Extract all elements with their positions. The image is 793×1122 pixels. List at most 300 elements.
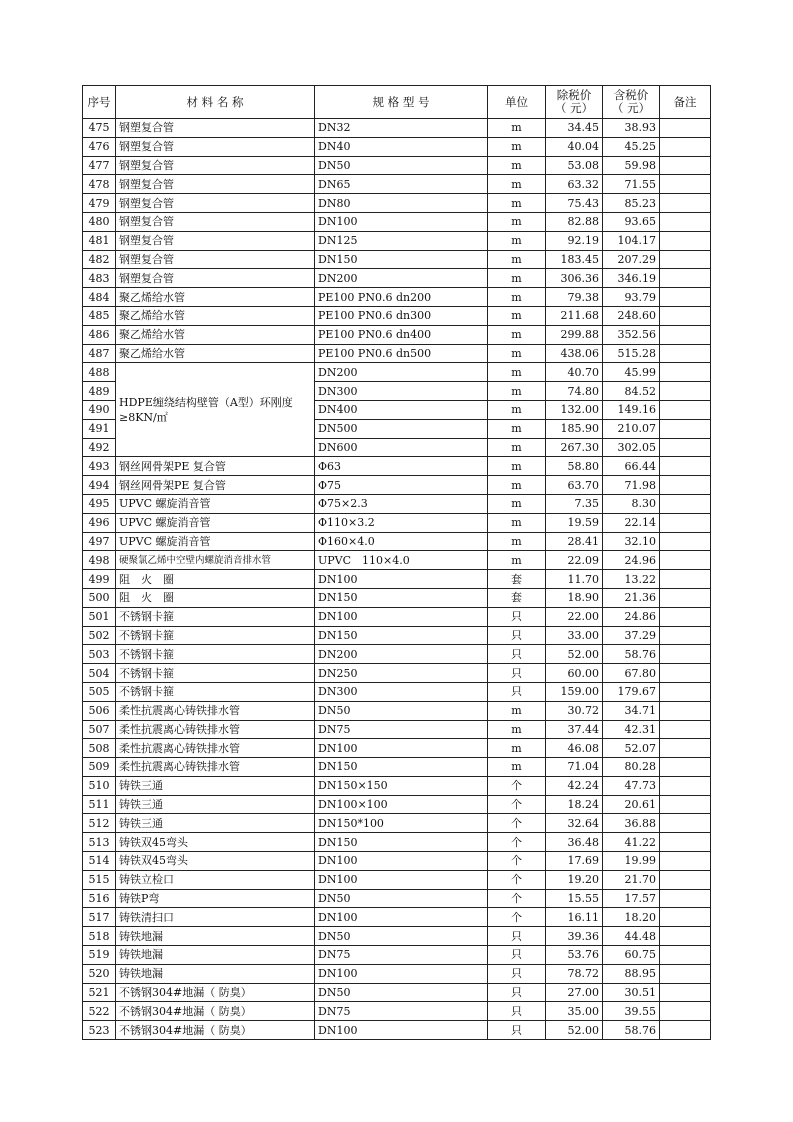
row-price-in-tax: 13.22 bbox=[603, 570, 660, 589]
row-material-name: 钢塑复合管 bbox=[116, 175, 315, 194]
row-material-name: UPVC 螺旋消音管 bbox=[116, 532, 315, 551]
row-unit: 个 bbox=[488, 852, 546, 871]
row-seq: 514 bbox=[83, 852, 116, 871]
row-seq: 513 bbox=[83, 833, 116, 852]
row-price-in-tax: 207.29 bbox=[603, 250, 660, 269]
row-note bbox=[660, 194, 711, 213]
row-spec: DN50 bbox=[315, 927, 488, 946]
row-price-ex-tax: 40.04 bbox=[546, 137, 603, 156]
table-row bbox=[83, 607, 711, 626]
row-price-in-tax: 88.95 bbox=[603, 964, 660, 983]
row-unit: m bbox=[488, 551, 546, 570]
row-note bbox=[660, 457, 711, 476]
row-price-ex-tax: 132.00 bbox=[546, 400, 603, 419]
row-note bbox=[660, 382, 711, 401]
row-material-name: 柔性抗震离心铸铁排水管 bbox=[116, 720, 315, 739]
row-material-name: 柔性抗震离心铸铁排水管 bbox=[116, 701, 315, 720]
row-unit: m bbox=[488, 419, 546, 438]
row-price-in-tax: 42.31 bbox=[603, 720, 660, 739]
table-row bbox=[83, 908, 711, 927]
row-price-ex-tax: 28.41 bbox=[546, 532, 603, 551]
table-row bbox=[83, 852, 711, 871]
row-price-in-tax: 45.25 bbox=[603, 137, 660, 156]
row-note bbox=[660, 946, 711, 965]
row-price-in-tax: 179.67 bbox=[603, 682, 660, 701]
table-row bbox=[83, 983, 711, 1002]
row-price-ex-tax: 183.45 bbox=[546, 250, 603, 269]
row-price-in-tax: 58.76 bbox=[603, 1021, 660, 1040]
table-row bbox=[83, 889, 711, 908]
row-spec: Φ75 bbox=[315, 476, 488, 495]
row-price-ex-tax: 53.08 bbox=[546, 156, 603, 175]
header-unit: 单位 bbox=[488, 86, 546, 119]
row-spec: PE100 PN0.6 dn200 bbox=[315, 288, 488, 307]
table-row bbox=[83, 194, 711, 213]
row-note bbox=[660, 682, 711, 701]
row-unit: m bbox=[488, 701, 546, 720]
row-price-ex-tax: 60.00 bbox=[546, 664, 603, 683]
row-price-ex-tax: 34.45 bbox=[546, 119, 603, 138]
row-spec: DN50 bbox=[315, 701, 488, 720]
row-seq: 502 bbox=[83, 626, 116, 645]
row-note bbox=[660, 250, 711, 269]
row-note bbox=[660, 983, 711, 1002]
table-row bbox=[83, 1002, 711, 1021]
row-seq: 501 bbox=[83, 607, 116, 626]
row-material-name: 铸铁立检口 bbox=[116, 870, 315, 889]
row-spec: DN100 bbox=[315, 607, 488, 626]
row-note bbox=[660, 438, 711, 457]
row-spec: DN200 bbox=[315, 645, 488, 664]
row-unit: 只 bbox=[488, 626, 546, 645]
row-spec: DN100 bbox=[315, 908, 488, 927]
row-price-in-tax: 67.80 bbox=[603, 664, 660, 683]
table-row bbox=[83, 739, 711, 758]
row-seq: 489 bbox=[83, 382, 116, 401]
row-material-name: HDPE缠绕结构壁管（A型）环刚度≥8KN/㎡ bbox=[116, 363, 315, 457]
row-material-name: 钢塑复合管 bbox=[116, 119, 315, 138]
row-price-in-tax: 71.55 bbox=[603, 175, 660, 194]
row-note bbox=[660, 137, 711, 156]
row-seq: 507 bbox=[83, 720, 116, 739]
row-seq: 512 bbox=[83, 814, 116, 833]
header-price-in-tax-line2: （ 元） bbox=[611, 101, 651, 115]
table-row bbox=[83, 645, 711, 664]
row-unit: m bbox=[488, 513, 546, 532]
row-unit: 只 bbox=[488, 983, 546, 1002]
row-material-name: 聚乙烯给水管 bbox=[116, 325, 315, 344]
row-note bbox=[660, 908, 711, 927]
row-price-in-tax: 39.55 bbox=[603, 1002, 660, 1021]
row-seq: 498 bbox=[83, 551, 116, 570]
row-note bbox=[660, 476, 711, 495]
table-row bbox=[83, 588, 711, 607]
row-material-name: 铸铁双45弯头 bbox=[116, 833, 315, 852]
header-note: 备注 bbox=[660, 86, 711, 119]
row-price-in-tax: 8.30 bbox=[603, 494, 660, 513]
row-spec: DN100 bbox=[315, 739, 488, 758]
row-unit: m bbox=[488, 363, 546, 382]
row-price-in-tax: 24.86 bbox=[603, 607, 660, 626]
row-unit: m bbox=[488, 758, 546, 777]
row-price-in-tax: 60.75 bbox=[603, 946, 660, 965]
row-seq: 478 bbox=[83, 175, 116, 194]
row-note bbox=[660, 1021, 711, 1040]
row-spec: Φ63 bbox=[315, 457, 488, 476]
row-material-name: 钢塑复合管 bbox=[116, 137, 315, 156]
row-note bbox=[660, 175, 711, 194]
row-note bbox=[660, 870, 711, 889]
row-price-ex-tax: 159.00 bbox=[546, 682, 603, 701]
table-row bbox=[83, 720, 711, 739]
row-spec: DN100 bbox=[315, 964, 488, 983]
row-price-ex-tax: 22.00 bbox=[546, 607, 603, 626]
row-material-name: 柔性抗震离心铸铁排水管 bbox=[116, 739, 315, 758]
row-price-in-tax: 21.36 bbox=[603, 588, 660, 607]
table-row bbox=[83, 212, 711, 231]
row-material-name: 铸铁地漏 bbox=[116, 964, 315, 983]
table-row bbox=[83, 513, 711, 532]
row-seq: 510 bbox=[83, 776, 116, 795]
table-row bbox=[83, 476, 711, 495]
table-row bbox=[83, 137, 711, 156]
row-note bbox=[660, 795, 711, 814]
table-row bbox=[83, 682, 711, 701]
table-row bbox=[83, 551, 711, 570]
row-seq: 515 bbox=[83, 870, 116, 889]
row-seq: 484 bbox=[83, 288, 116, 307]
table-row bbox=[83, 701, 711, 720]
row-price-in-tax: 58.76 bbox=[603, 645, 660, 664]
row-unit: m bbox=[488, 119, 546, 138]
row-price-in-tax: 41.22 bbox=[603, 833, 660, 852]
row-note bbox=[660, 776, 711, 795]
row-price-ex-tax: 16.11 bbox=[546, 908, 603, 927]
row-seq: 499 bbox=[83, 570, 116, 589]
row-unit: m bbox=[488, 344, 546, 363]
row-price-in-tax: 36.88 bbox=[603, 814, 660, 833]
row-price-in-tax: 93.79 bbox=[603, 288, 660, 307]
row-note bbox=[660, 325, 711, 344]
row-unit: m bbox=[488, 231, 546, 250]
row-price-in-tax: 22.14 bbox=[603, 513, 660, 532]
row-unit: 个 bbox=[488, 908, 546, 927]
row-price-in-tax: 302.05 bbox=[603, 438, 660, 457]
row-price-ex-tax: 75.43 bbox=[546, 194, 603, 213]
row-material-name: 不锈钢卡箍 bbox=[116, 626, 315, 645]
row-unit: 只 bbox=[488, 927, 546, 946]
row-note bbox=[660, 344, 711, 363]
row-seq: 491 bbox=[83, 419, 116, 438]
row-note bbox=[660, 156, 711, 175]
row-seq: 523 bbox=[83, 1021, 116, 1040]
row-price-in-tax: 248.60 bbox=[603, 306, 660, 325]
table-row bbox=[83, 776, 711, 795]
row-seq: 490 bbox=[83, 400, 116, 419]
table-row bbox=[83, 325, 711, 344]
row-unit: m bbox=[488, 212, 546, 231]
table-row bbox=[83, 927, 711, 946]
row-price-in-tax: 346.19 bbox=[603, 269, 660, 288]
row-note bbox=[660, 231, 711, 250]
row-price-in-tax: 17.57 bbox=[603, 889, 660, 908]
row-price-in-tax: 24.96 bbox=[603, 551, 660, 570]
row-material-name: 不锈钢304#地漏（ 防臭） bbox=[116, 983, 315, 1002]
row-seq: 520 bbox=[83, 964, 116, 983]
row-unit: m bbox=[488, 476, 546, 495]
row-material-name: 铸铁地漏 bbox=[116, 927, 315, 946]
row-note bbox=[660, 664, 711, 683]
row-spec: DN32 bbox=[315, 119, 488, 138]
table-row bbox=[83, 250, 711, 269]
row-seq: 494 bbox=[83, 476, 116, 495]
row-spec: DN150 bbox=[315, 250, 488, 269]
row-price-ex-tax: 82.88 bbox=[546, 212, 603, 231]
row-spec: DN80 bbox=[315, 194, 488, 213]
row-price-ex-tax: 63.70 bbox=[546, 476, 603, 495]
row-material-name: 铸铁清扫口 bbox=[116, 908, 315, 927]
row-unit: 只 bbox=[488, 946, 546, 965]
row-material-name: 钢塑复合管 bbox=[116, 194, 315, 213]
row-unit: m bbox=[488, 382, 546, 401]
row-material-name: 硬聚氯乙烯中空壁内螺旋消音排水管 bbox=[116, 551, 315, 570]
table-row bbox=[83, 119, 711, 138]
row-material-name: 铸铁三通 bbox=[116, 814, 315, 833]
row-note bbox=[660, 889, 711, 908]
row-note bbox=[660, 269, 711, 288]
row-material-name: 钢塑复合管 bbox=[116, 269, 315, 288]
row-spec: DN50 bbox=[315, 889, 488, 908]
row-note bbox=[660, 551, 711, 570]
row-spec: DN300 bbox=[315, 682, 488, 701]
row-material-name: 不锈钢卡箍 bbox=[116, 682, 315, 701]
row-price-ex-tax: 306.36 bbox=[546, 269, 603, 288]
row-note bbox=[660, 607, 711, 626]
row-note bbox=[660, 306, 711, 325]
row-seq: 519 bbox=[83, 946, 116, 965]
row-price-ex-tax: 37.44 bbox=[546, 720, 603, 739]
row-unit: m bbox=[488, 438, 546, 457]
row-note bbox=[660, 739, 711, 758]
row-note bbox=[660, 833, 711, 852]
row-price-ex-tax: 185.90 bbox=[546, 419, 603, 438]
row-unit: m bbox=[488, 720, 546, 739]
row-material-name: 聚乙烯给水管 bbox=[116, 288, 315, 307]
row-material-name: 钢塑复合管 bbox=[116, 231, 315, 250]
row-price-ex-tax: 78.72 bbox=[546, 964, 603, 983]
row-price-in-tax: 84.52 bbox=[603, 382, 660, 401]
row-seq: 506 bbox=[83, 701, 116, 720]
row-price-in-tax: 66.44 bbox=[603, 457, 660, 476]
table-row bbox=[83, 1021, 711, 1040]
header-name: 材 料 名 称 bbox=[116, 86, 315, 119]
row-price-ex-tax: 17.69 bbox=[546, 852, 603, 871]
row-unit: 个 bbox=[488, 814, 546, 833]
row-price-ex-tax: 42.24 bbox=[546, 776, 603, 795]
row-note bbox=[660, 626, 711, 645]
header-seq: 序号 bbox=[83, 86, 116, 119]
table-row bbox=[83, 758, 711, 777]
row-note bbox=[660, 494, 711, 513]
row-material-name: 钢塑复合管 bbox=[116, 212, 315, 231]
row-unit: m bbox=[488, 194, 546, 213]
row-seq: 477 bbox=[83, 156, 116, 175]
row-seq: 496 bbox=[83, 513, 116, 532]
row-unit: m bbox=[488, 156, 546, 175]
row-unit: 个 bbox=[488, 795, 546, 814]
row-price-ex-tax: 92.19 bbox=[546, 231, 603, 250]
row-note bbox=[660, 927, 711, 946]
row-unit: 个 bbox=[488, 833, 546, 852]
row-material-name: 铸铁双45弯头 bbox=[116, 852, 315, 871]
row-unit: m bbox=[488, 288, 546, 307]
row-spec: PE100 PN0.6 dn500 bbox=[315, 344, 488, 363]
row-price-in-tax: 20.61 bbox=[603, 795, 660, 814]
row-seq: 503 bbox=[83, 645, 116, 664]
row-note bbox=[660, 363, 711, 382]
row-material-name: 铸铁三通 bbox=[116, 795, 315, 814]
row-seq: 500 bbox=[83, 588, 116, 607]
header-price-in-tax-line1: 含税价 bbox=[613, 88, 649, 102]
row-price-in-tax: 71.98 bbox=[603, 476, 660, 495]
row-note bbox=[660, 212, 711, 231]
table-row bbox=[83, 363, 711, 382]
row-spec: DN100 bbox=[315, 212, 488, 231]
row-price-in-tax: 80.28 bbox=[603, 758, 660, 777]
row-material-name: 不锈钢卡箍 bbox=[116, 664, 315, 683]
table-row bbox=[83, 306, 711, 325]
row-note bbox=[660, 288, 711, 307]
row-material-name: 钢丝网骨架PE 复合管 bbox=[116, 457, 315, 476]
table-row bbox=[83, 626, 711, 645]
row-unit: m bbox=[488, 400, 546, 419]
row-spec: DN65 bbox=[315, 175, 488, 194]
row-note bbox=[660, 419, 711, 438]
row-price-ex-tax: 33.00 bbox=[546, 626, 603, 645]
row-price-ex-tax: 35.00 bbox=[546, 1002, 603, 1021]
row-price-in-tax: 32.10 bbox=[603, 532, 660, 551]
row-price-in-tax: 352.56 bbox=[603, 325, 660, 344]
row-spec: Φ110×3.2 bbox=[315, 513, 488, 532]
row-price-ex-tax: 18.24 bbox=[546, 795, 603, 814]
row-seq: 476 bbox=[83, 137, 116, 156]
row-material-name: 不锈钢304#地漏（ 防臭） bbox=[116, 1021, 315, 1040]
row-material-name: 聚乙烯给水管 bbox=[116, 306, 315, 325]
row-spec: DN300 bbox=[315, 382, 488, 401]
row-seq: 487 bbox=[83, 344, 116, 363]
row-seq: 493 bbox=[83, 457, 116, 476]
row-note bbox=[660, 1002, 711, 1021]
row-material-name: 柔性抗震离心铸铁排水管 bbox=[116, 758, 315, 777]
header-price-ex-tax-line1: 除税价 bbox=[556, 88, 592, 102]
row-price-in-tax: 30.51 bbox=[603, 983, 660, 1002]
row-price-in-tax: 52.07 bbox=[603, 739, 660, 758]
row-spec: DN100 bbox=[315, 1021, 488, 1040]
row-price-ex-tax: 30.72 bbox=[546, 701, 603, 720]
row-spec: PE100 PN0.6 dn400 bbox=[315, 325, 488, 344]
row-spec: DN150*100 bbox=[315, 814, 488, 833]
row-unit: 个 bbox=[488, 889, 546, 908]
row-spec: DN75 bbox=[315, 946, 488, 965]
table-row bbox=[83, 833, 711, 852]
row-unit: m bbox=[488, 532, 546, 551]
row-unit: 个 bbox=[488, 776, 546, 795]
row-spec: DN40 bbox=[315, 137, 488, 156]
table-row bbox=[83, 288, 711, 307]
row-material-name: UPVC 螺旋消音管 bbox=[116, 513, 315, 532]
row-spec: DN100 bbox=[315, 570, 488, 589]
row-material-name: 铸铁P弯 bbox=[116, 889, 315, 908]
row-unit: 只 bbox=[488, 607, 546, 626]
row-spec: DN150 bbox=[315, 833, 488, 852]
row-seq: 485 bbox=[83, 306, 116, 325]
row-spec: PE100 PN0.6 dn300 bbox=[315, 306, 488, 325]
row-price-ex-tax: 438.06 bbox=[546, 344, 603, 363]
row-unit: 只 bbox=[488, 964, 546, 983]
row-spec: DN75 bbox=[315, 1002, 488, 1021]
row-unit: m bbox=[488, 269, 546, 288]
row-price-in-tax: 85.23 bbox=[603, 194, 660, 213]
row-material-name: 不锈钢304#地漏（ 防臭） bbox=[116, 1002, 315, 1021]
row-material-name: UPVC 螺旋消音管 bbox=[116, 494, 315, 513]
row-spec: DN150 bbox=[315, 758, 488, 777]
row-unit: m bbox=[488, 325, 546, 344]
row-unit: 只 bbox=[488, 664, 546, 683]
table-row bbox=[83, 457, 711, 476]
row-price-in-tax: 515.28 bbox=[603, 344, 660, 363]
table-row bbox=[83, 269, 711, 288]
table-row bbox=[83, 156, 711, 175]
row-price-ex-tax: 52.00 bbox=[546, 1021, 603, 1040]
row-note bbox=[660, 400, 711, 419]
row-spec: DN150×150 bbox=[315, 776, 488, 795]
row-unit: m bbox=[488, 250, 546, 269]
row-price-in-tax: 104.17 bbox=[603, 231, 660, 250]
row-material-name: 聚乙烯给水管 bbox=[116, 344, 315, 363]
row-note bbox=[660, 758, 711, 777]
row-note bbox=[660, 532, 711, 551]
row-spec: DN200 bbox=[315, 363, 488, 382]
row-spec: DN75 bbox=[315, 720, 488, 739]
row-spec: UPVC 110×4.0 bbox=[315, 551, 488, 570]
table-row bbox=[83, 570, 711, 589]
table-row bbox=[83, 231, 711, 250]
row-price-ex-tax: 22.09 bbox=[546, 551, 603, 570]
row-spec: DN50 bbox=[315, 156, 488, 175]
header-price-in-tax bbox=[603, 86, 660, 119]
row-unit: m bbox=[488, 457, 546, 476]
row-price-ex-tax: 299.88 bbox=[546, 325, 603, 344]
row-seq: 480 bbox=[83, 212, 116, 231]
row-seq: 522 bbox=[83, 1002, 116, 1021]
table-row bbox=[83, 946, 711, 965]
row-price-in-tax: 210.07 bbox=[603, 419, 660, 438]
table-row bbox=[83, 664, 711, 683]
row-seq: 486 bbox=[83, 325, 116, 344]
row-seq: 511 bbox=[83, 795, 116, 814]
table-row bbox=[83, 814, 711, 833]
table-row bbox=[83, 795, 711, 814]
table-row bbox=[83, 494, 711, 513]
row-material-name: 不锈钢卡箍 bbox=[116, 607, 315, 626]
row-spec: DN100 bbox=[315, 852, 488, 871]
row-price-ex-tax: 52.00 bbox=[546, 645, 603, 664]
row-price-ex-tax: 74.80 bbox=[546, 382, 603, 401]
row-seq: 495 bbox=[83, 494, 116, 513]
row-note bbox=[660, 645, 711, 664]
row-price-ex-tax: 79.38 bbox=[546, 288, 603, 307]
row-spec: DN400 bbox=[315, 400, 488, 419]
